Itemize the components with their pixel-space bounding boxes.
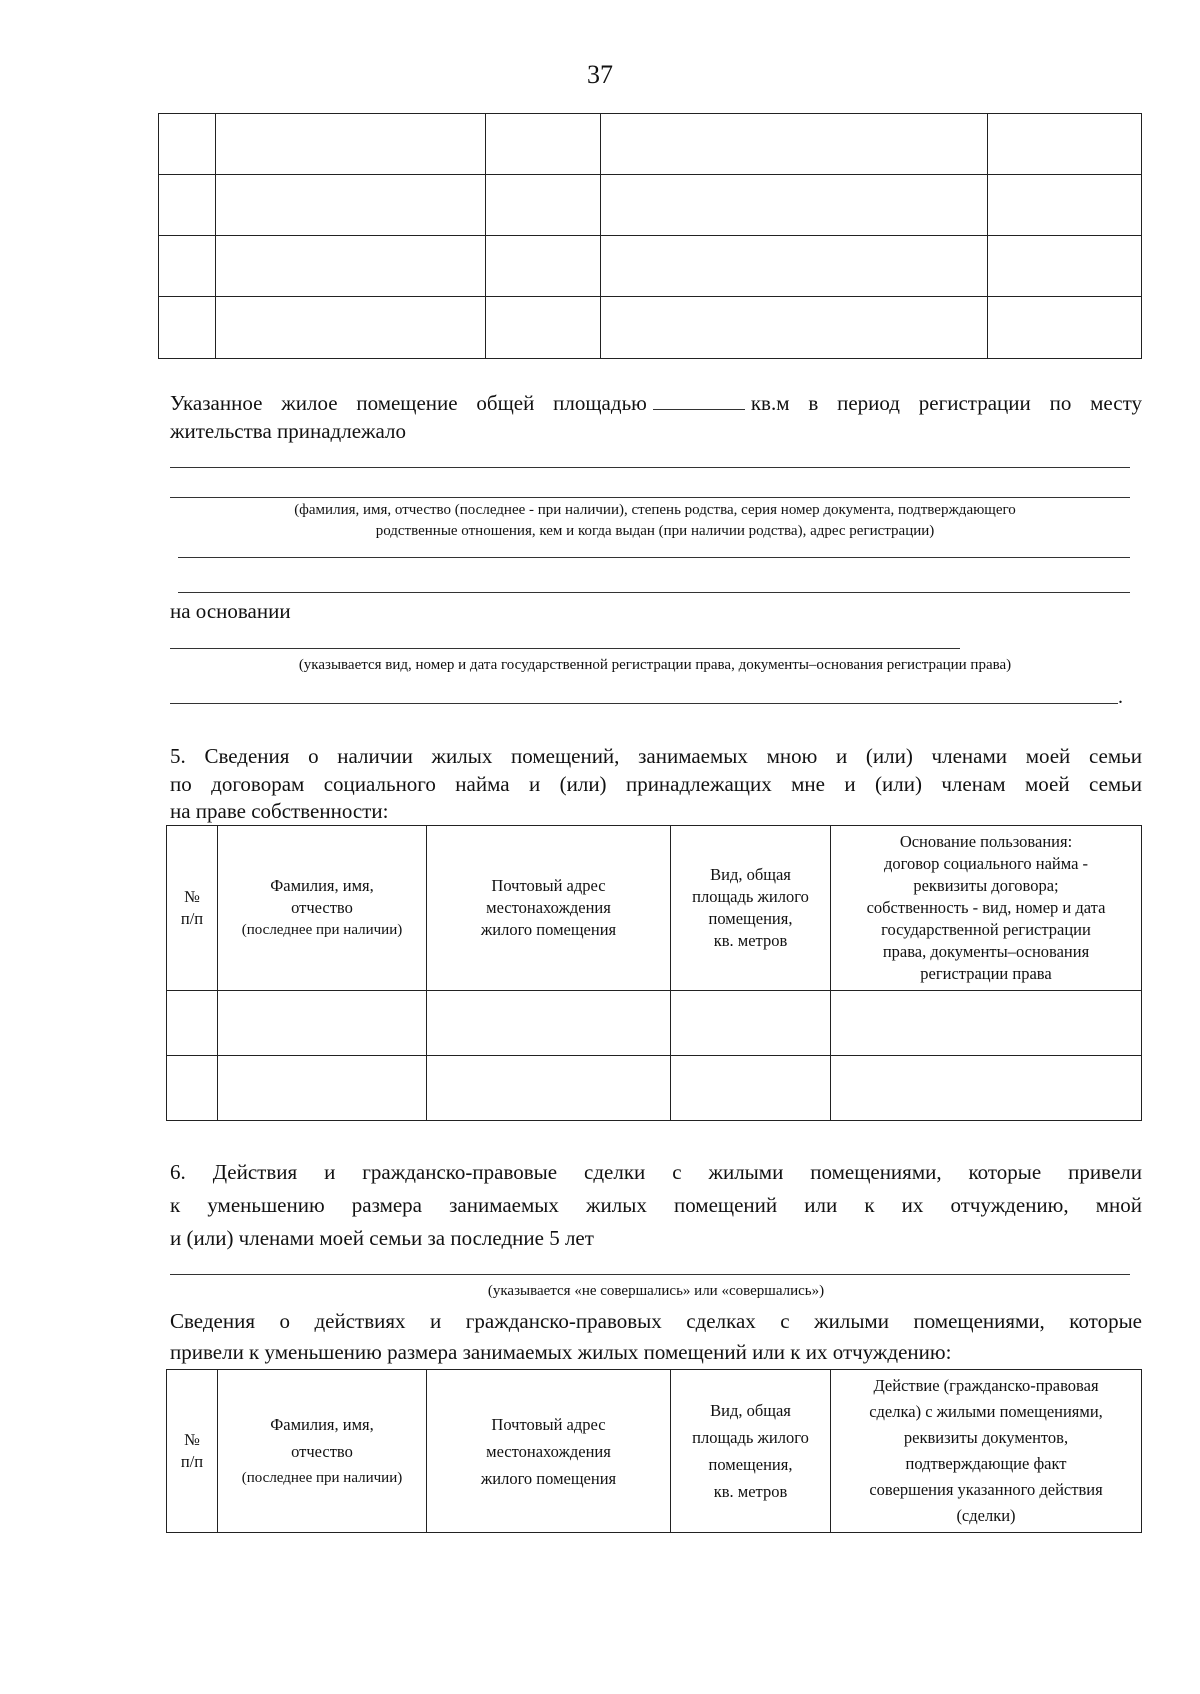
owner-line-1[interactable] [170,467,1130,468]
header-num: № п/п [167,1370,218,1533]
owner-note-2: родственные отношения, кем и когда выдан (при наличии родства), адрес регистрации) [375,523,935,539]
section6-note: (указывается «не совершались» или «совершались») [487,1283,825,1299]
registration-line-1: Указанное жилое помещение общей площадью кв.м в период регистрации по месту [170,391,1142,415]
header-name: Фамилия, имя, отчество (последнее при наличии) [218,826,427,991]
table-row [159,236,1142,297]
header-basis: Основание пользования: договор социального найма - реквизиты договора; собственность - вид, номер и дата государственной регистрации права, документы–основания регистрации права [831,826,1142,991]
area-blank-field[interactable] [653,389,745,410]
section6-line-3: и (или) членами моей семьи за последние 5 лет [170,1226,594,1250]
header-action: Действие (гражданско-правовая сделка) с жилыми помещениями, реквизиты документов, подтверждающие факт совершения указанного действия (сделки) [831,1370,1142,1533]
section6-line-1: 6. Действия и гражданско-правовые сделки с жилыми помещениями, которые привели [170,1160,1142,1184]
basis-line-1[interactable] [170,648,960,649]
section5-table [166,825,1142,1121]
header-name: Фамилия, имя, отчество (последнее при наличии) [218,1370,427,1533]
header-num: № п/п [167,826,218,991]
section6-table [166,1369,1142,1533]
owner-note-1: (фамилия, имя, отчество (последнее - при наличии), степень родства, серия номер документа, подтверждающего [294,502,1016,518]
header-area: Вид, общая площадь жилого помещения, кв. метров [671,1370,831,1533]
section6-details-2: привели к уменьшению размера занимаемых жилых помещений или к их отчуждению: [170,1340,952,1364]
owner-line-3[interactable] [178,557,1130,558]
header-area: Вид, общая площадь жилого помещения, кв. метров [671,826,831,991]
top-table [158,113,1142,359]
section6-details-1: Сведения о действиях и гражданско-правовых сделках с жилыми помещениями, которые [170,1309,1142,1333]
section6-answer-line[interactable] [170,1274,1130,1275]
table-row [159,175,1142,236]
basis-line-2[interactable] [170,703,1118,704]
basis-label: на основании [170,599,291,623]
section5-line-3: на праве собственности: [170,799,389,823]
section5-line-2: по договорам социального найма и (или) принадлежащих мне и (или) членам моей семьи [170,772,1142,796]
table-header-row [167,826,1142,991]
table-row [159,297,1142,359]
section5-line-1: 5. Сведения о наличии жилых помещений, занимаемых мною и (или) членами моей семьи [170,744,1142,768]
basis-period: . [1118,686,1123,708]
section6-line-2: к уменьшению размера занимаемых жилых помещений или к их отчуждению, мной [170,1193,1142,1217]
header-address: Почтовый адрес местонахождения жилого помещения [427,826,671,991]
basis-note: (указывается вид, номер и дата государственной регистрации права, документы–основания регистрации права) [298,657,1012,673]
table-header-row [167,1370,1142,1533]
registration-line-2: жительства принадлежало [170,419,407,443]
table-row [167,991,1142,1056]
owner-line-2[interactable] [170,497,1130,498]
table-row [167,1056,1142,1121]
header-address: Почтовый адрес местонахождения жилого помещения [427,1370,671,1533]
table-row [159,114,1142,175]
page-number: 37 [587,60,613,89]
owner-line-4[interactable] [178,592,1130,593]
